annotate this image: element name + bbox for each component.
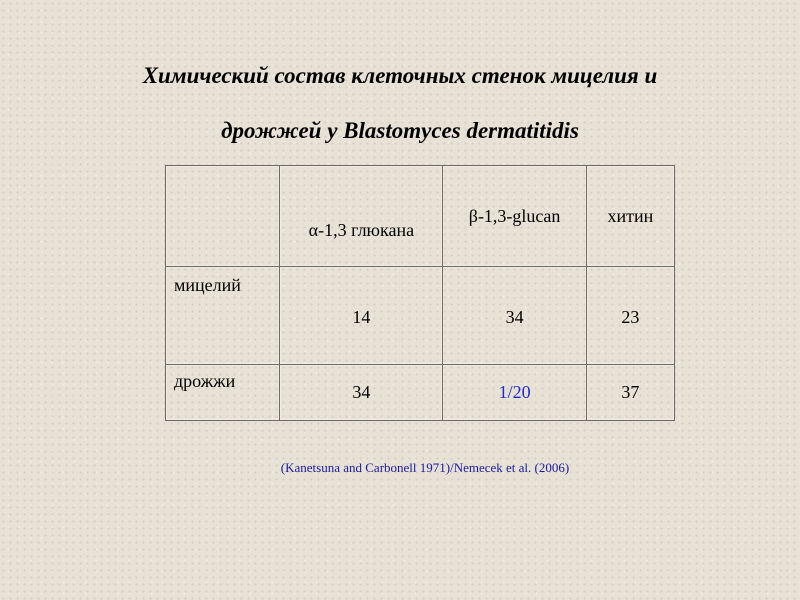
header-beta-glucan: β-1,3-glucan [443, 166, 586, 267]
cell-mycelium-chitin: 23 [586, 267, 674, 365]
header-empty-cell [166, 166, 280, 267]
table-header-row [166, 166, 675, 267]
header-chitin: хитин [586, 166, 674, 267]
cell-yeast-beta-glucan: 1/20 [443, 365, 586, 421]
table-row [166, 267, 675, 365]
cell-mycelium-beta-glucan: 34 [443, 267, 586, 365]
cell-yeast-alpha-glucan: 34 [280, 365, 443, 421]
cell-mycelium-alpha-glucan: 14 [280, 267, 443, 365]
table-row [166, 365, 675, 421]
header-alpha-glucan: α-1,3 глюкана [280, 166, 443, 267]
source-citation: (Kanetsuna and Carbonell 1971)/Nemecek et al. (2006) [280, 460, 570, 475]
row-label-mycelium: мицелий [166, 267, 280, 365]
title-line-2: дрожжей у Blastomyces dermatitidis [221, 118, 579, 143]
title-line-1: Химический состав клеточных стенок мицелия и [142, 63, 658, 88]
composition-table [165, 165, 675, 421]
cell-yeast-chitin: 37 [586, 365, 674, 421]
row-label-yeast: дрожжи [166, 365, 280, 421]
